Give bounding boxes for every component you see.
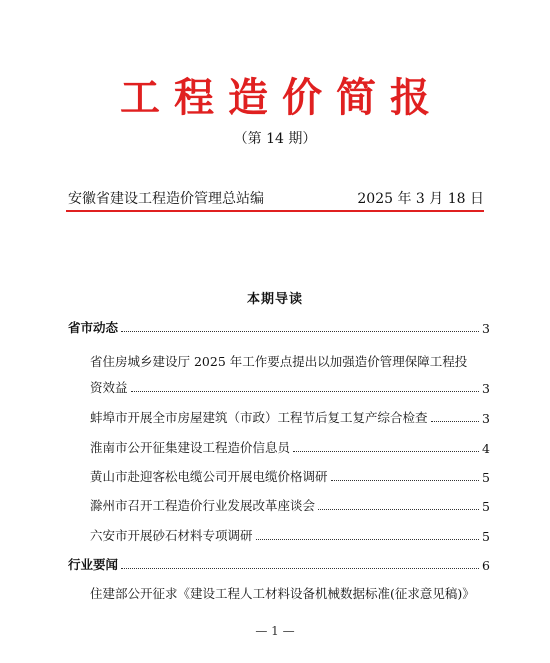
- toc-item-luan[interactable]: [90, 526, 490, 544]
- toc-item-bengbu[interactable]: [90, 408, 490, 426]
- toc-item-label: 滁州市召开工程造价行业发展改革座谈会: [90, 498, 316, 513]
- toc-item-label-continuation: 资效益: [90, 380, 128, 395]
- toc-page-number: 6: [482, 558, 490, 573]
- toc-leader-dots: [331, 480, 480, 481]
- toc-item-chuzhou[interactable]: [90, 496, 490, 514]
- toc-item-label: 住建部公开征求《建设工程人工材料设备机械数据标准(征求意见稿)》: [90, 586, 475, 601]
- toc-item-label: 省住房城乡建设厅 2025 年工作要点提出以加强造价管理保障工程投: [90, 354, 468, 369]
- toc-leader-dots: [121, 568, 479, 569]
- toc-page-number: 4: [482, 441, 490, 456]
- toc-item-label: 黄山市赴迎客松电缆公司开展电缆价格调研: [90, 469, 328, 484]
- toc-page-number: 5: [482, 529, 490, 544]
- toc-page-number: 5: [482, 470, 490, 485]
- toc-page-number: 3: [482, 321, 490, 336]
- issue-date: 2025 年 3 月 18 日: [357, 191, 484, 207]
- toc-leader-dots: [256, 539, 480, 540]
- toc-leader-dots: [318, 509, 479, 510]
- toc-item-first-line[interactable]: [90, 352, 490, 370]
- toc-leader-dots: [131, 391, 480, 392]
- toc-section-provincial[interactable]: [68, 318, 490, 336]
- toc-item-label: 六安市开展砂石材料专项调研: [90, 528, 253, 543]
- toc-page-number: 3: [482, 381, 490, 396]
- issue-number: （第 14 期）: [233, 131, 317, 147]
- toc-section-label: 行业要闻: [68, 557, 119, 572]
- toc-leader-dots: [431, 421, 480, 422]
- report-title: 工程造价简报: [120, 74, 444, 121]
- toc-item-mohurd[interactable]: [90, 584, 475, 602]
- toc-page-number: 5: [482, 499, 490, 514]
- toc-section-industry[interactable]: [68, 555, 490, 573]
- toc-item-label: 蚌埠市开展全市房屋建筑（市政）工程节后复工复产综合检查: [90, 410, 428, 425]
- toc-item-huainan[interactable]: [90, 438, 490, 456]
- toc-item-anhui-housing[interactable]: [90, 378, 490, 396]
- page-number: — 1 —: [255, 624, 295, 638]
- toc-page-number: 3: [482, 411, 490, 426]
- toc-section-label: 省市动态: [68, 320, 119, 335]
- publisher: 安徽省建设工程造价管理总站编: [68, 191, 264, 207]
- toc-heading: 本期导读: [246, 292, 303, 307]
- toc-leader-dots: [121, 331, 479, 332]
- toc-leader-dots: [293, 451, 479, 452]
- toc-item-label: 淮南市公开征集建设工程造价信息员: [90, 440, 291, 455]
- toc-item-huangshan[interactable]: [90, 467, 490, 485]
- red-divider: [66, 210, 484, 212]
